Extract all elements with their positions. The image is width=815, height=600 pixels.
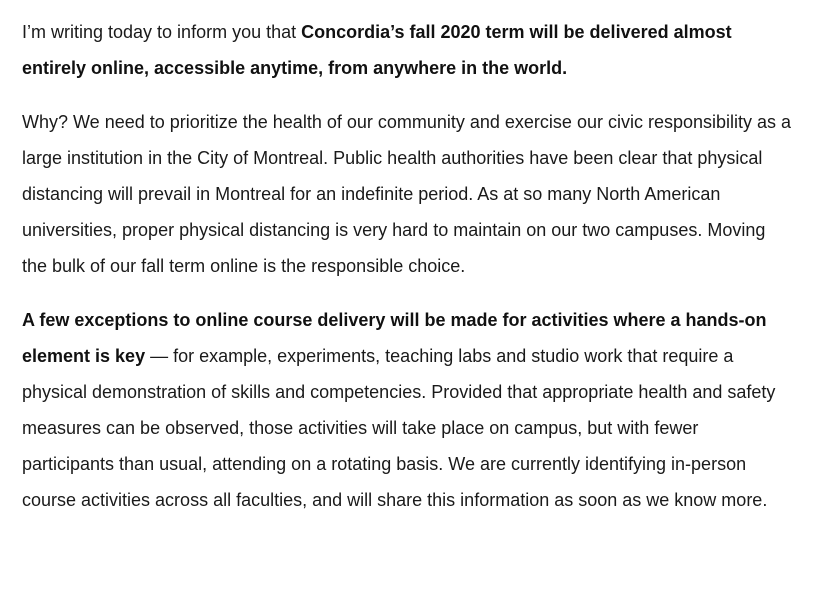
paragraph-announcement xyxy=(22,14,795,86)
announcement-lead: I’m writing today to inform you that xyxy=(22,22,302,42)
exceptions-highlight: A few exceptions to online course delivery will be made for activities where a hands-on element is key xyxy=(22,310,767,366)
paragraph-rationale: Why? We need to prioritize the health of our community and exercise our civic responsibility as a large institution in the City of Montreal. Public health authorities have been clear that physical distancing will prevail in Montreal for an indefinite period. As at so many North American universities, proper physical distancing is very hard to maintain on our two campuses. Moving the bulk of our fall term online is the responsible choice. xyxy=(22,112,792,276)
announcement-highlight: Concordia’s fall 2020 term will be delivered almost entirely online, accessible anytime, from anywhere in the world. xyxy=(22,22,732,78)
exceptions-detail: — for example, experiments, teaching labs and studio work that require a physical demonstration of skills and competencies. Provided that appropriate health and safety measures can be observed, those activities will take place on campus, but with fewer participants than usual, attending on a rotating basis. We are currently identifying in-person course activities across all faculties, and will share this information as soon as we know more. xyxy=(22,346,776,510)
paragraph-exceptions xyxy=(22,302,795,518)
